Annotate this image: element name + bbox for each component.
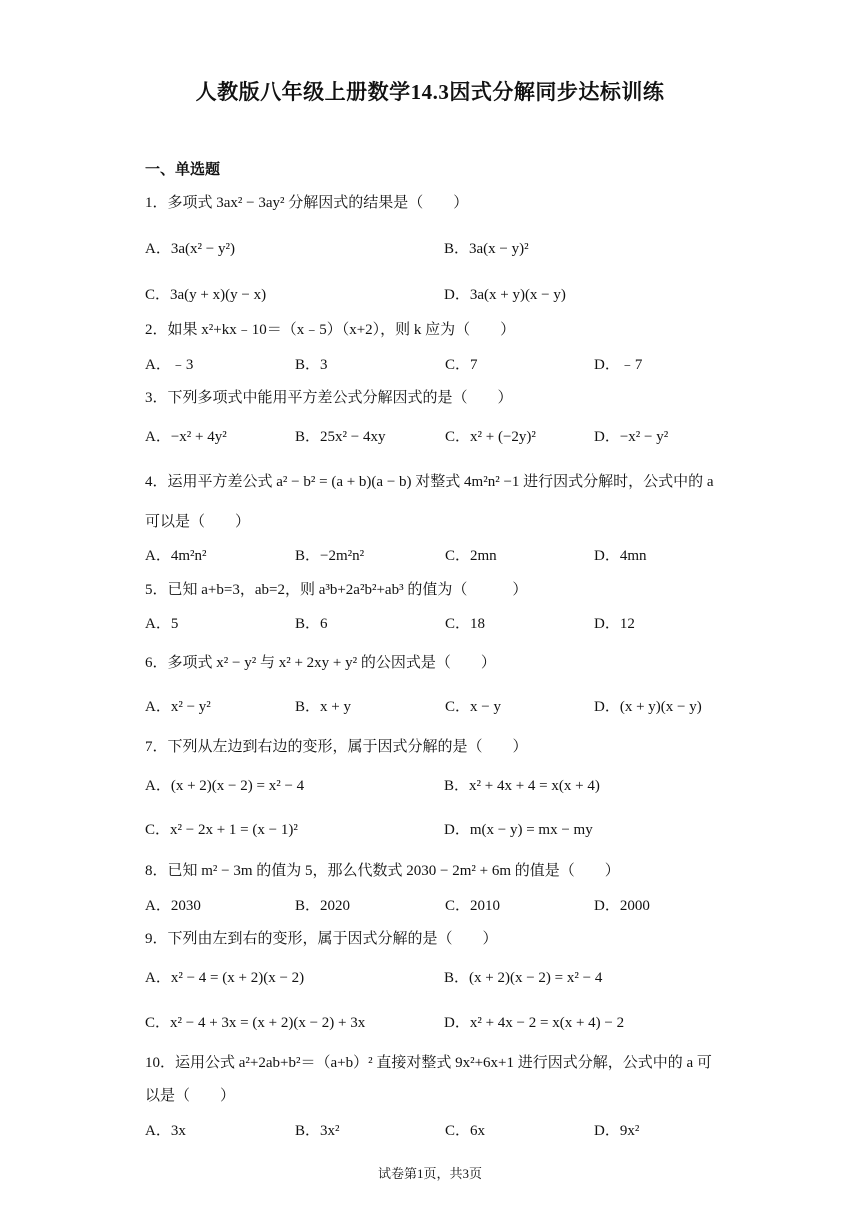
question-2-stem: 2．如果 x²+kx﹣10＝（x﹣5）（x+2），则 k 应为（ ） [145,322,516,338]
question-3-option-a: A．−x² + 4y² [145,429,227,445]
question-1-options-row2 [145,285,705,307]
question-2-option-c: C．7 [445,357,478,373]
question-8-stem: 8．已知 m² − 3m 的值为 5，那么代数式 2030 − 2m² + 6m 的值是（ ） [145,863,620,879]
question-3-option-d: D．−x² − y² [594,429,669,445]
question-5-option-b: B．6 [295,616,328,632]
question-8-options [145,896,705,918]
question-4-options [145,546,705,568]
section-heading: 一、单选题 [145,162,221,178]
question-4-option-d: D．4mn [594,548,647,564]
question-6-stem: 6．多项式 x² − y² 与 x² + 2xy + y² 的公因式是（ ） [145,655,496,671]
question-8-option-c: C．2010 [445,898,501,914]
question-6-option-a: A．x² − y² [145,699,211,715]
question-7-option-a: A．(x + 2)(x − 2) = x² − 4 [145,778,305,794]
question-9-stem: 9．下列由左到右的变形，属于因式分解的是（ ） [145,931,498,947]
question-9-option-a: A．x² − 4 = (x + 2)(x − 2) [145,970,305,986]
page-title: 人教版八年级上册数学14.3因式分解同步达标训练 [195,80,665,104]
question-8-option-b: B．2020 [295,898,351,914]
question-6-option-d: D．(x + y)(x − y) [594,699,702,715]
question-9-options-row1 [145,968,705,990]
question-6-options [145,697,705,719]
question-1-stem: 1．多项式 3ax² − 3ay² 分解因式的结果是（ ） [145,195,469,211]
page-footer: 试卷第1页，共3页 [377,1166,482,1181]
question-7-option-d: D．m(x − y) = mx − my [444,822,593,838]
question-10-option-d: D．9x² [594,1123,640,1139]
question-3-option-c: C．x² + (−2y)² [445,429,536,445]
question-9-options-row2 [145,1013,705,1035]
question-1-option-d: D．3a(x + y)(x − y) [444,287,566,303]
question-6-option-b: B．x + y [295,699,351,715]
question-3-stem: 3．下列多项式中能用平方差公式分解因式的是（ ） [145,390,513,406]
question-10-stem-continued: 以是（ ） [145,1088,236,1104]
question-4-stem: 4．运用平方差公式 a² − b² = (a + b)(a − b) 对整式 4m²n² −1 进行因式分解时，公式中的 a [145,474,714,490]
question-6-option-c: C．x − y [445,699,501,715]
question-2-options [145,355,705,377]
question-5-option-c: C．18 [445,616,486,632]
question-10-options [145,1121,705,1143]
question-9-option-d: D．x² + 4x − 2 = x(x + 4) − 2 [444,1015,625,1031]
question-10-option-c: C．6x [445,1123,486,1139]
question-10-option-a: A．3x [145,1123,186,1139]
question-4-stem-continued: 可以是（ ） [145,514,251,530]
question-5-options [145,614,705,636]
question-2-option-d: D．﹣7 [594,357,643,373]
question-4-option-c: C．2mn [445,548,497,564]
question-9-option-c: C．x² − 4 + 3x = (x + 2)(x − 2) + 3x [145,1015,366,1031]
question-8-option-d: D．2000 [594,898,650,914]
question-3-options [145,427,705,449]
question-10-stem: 10．运用公式 a²+2ab+b²＝（a+b）² 直接对整式 9x²+6x+1 进行因式分解，公式中的 a 可 [145,1055,712,1071]
question-3-option-b: B．25x² − 4xy [295,429,386,445]
question-2-option-a: A．﹣3 [145,357,194,373]
question-9-option-b: B．(x + 2)(x − 2) = x² − 4 [444,970,603,986]
question-7-option-c: C．x² − 2x + 1 = (x − 1)² [145,822,298,838]
question-10-option-b: B．3x² [295,1123,340,1139]
question-1-option-b: B．3a(x − y)² [444,241,529,257]
question-4-option-a: A．4m²n² [145,548,207,564]
question-7-options-row2 [145,820,705,842]
question-5-option-a: A．5 [145,616,179,632]
question-7-option-b: B．x² + 4x + 4 = x(x + 4) [444,778,600,794]
question-5-option-d: D．12 [594,616,635,632]
question-8-option-a: A．2030 [145,898,201,914]
question-4-option-b: B．−2m²n² [295,548,365,564]
question-1-options-row1 [145,239,705,261]
question-1-option-a: A．3a(x² − y²) [145,241,235,257]
question-2-option-b: B．3 [295,357,328,373]
question-7-stem: 7．下列从左边到右边的变形，属于因式分解的是（ ） [145,739,528,755]
question-5-stem: 5．已知 a+b=3，ab=2，则 a³b+2a²b²+ab³ 的值为（ ） [145,582,528,598]
question-7-options-row1 [145,776,705,798]
question-1-option-c: C．3a(y + x)(y − x) [145,287,267,303]
